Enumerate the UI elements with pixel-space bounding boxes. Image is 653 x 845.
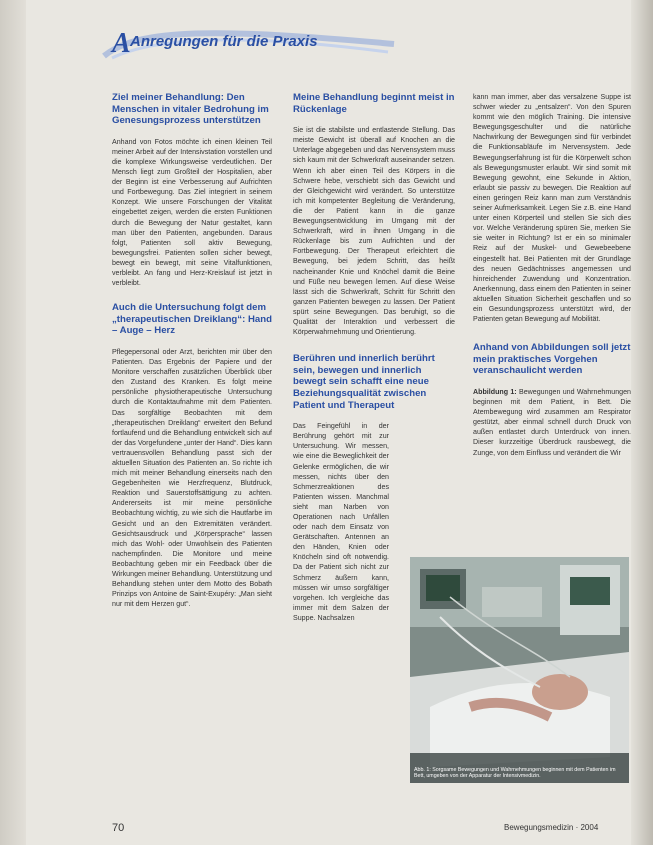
paragraph-continuation: kann man immer, aber das versalzene Suppe ist schwer wieder zu „entsalzen“. Von den Spuren kommt wie den möglich Training. Die intensive Bewegungsgeschulter und die natürliche Nachwirkung der Bewegungen sind für verbindet die Funktionsabläufe im Nervensystem. Jede Bewegungserfahrung ist für die Körperwelt schon als Bewegungsmuster erlaubt. Wir sind somit mit Bewegung gewohnt, eine Sekunde in Aktion, erlaubt sie passiv zu bewegen. Die Reaktion auf einen geringen Reiz kann man zum Verständnis seiner Aufmerksamkeit. Legen Sie z.B. eine Hand unter einen Körperteil und stellen Sie sich dies vor. Welche Veränderung spüren Sie, merken Sie sie weiter in Richtung? Ist er ein so minimaler Reiz auf der Muskel- und Gewebeebene eingestellt hat. Bei Patienten mit der Grundlage des neuen Gedächtnisses angemessen und hinreichender Zuwendung und Konzentration. Anerkennung, dass einem den Patienten in seiner aktuellen Situation Sicherheit geschaffen und so ein Gesundungsprozess unterstützt wird, der Patienten getan Bewegung auf Mobilität. <box>473 93 631 324</box>
photo-caption: Abb. 1: Sorgsame Bewegungen und Wahrnehmungen beginnen mit dem Patienten im Bett, umgeben von der Apparatur der Intensivmedizin. <box>414 766 616 780</box>
photo-illustration <box>410 557 629 783</box>
figure-1-text: Bewegungen und Wahrnehmungen beginnen mit dem Patient, in Bett. Die Atembewegung wird zusammen am Respirator gestützt, aber einmal schnell durch Druck von außen entlastet durch Unterdruck von innen. Dieser kurzzeitige Überdruck rausbewegt, die Zunge, von dem Einfluss und verändert die Wir <box>473 387 631 457</box>
paragraph-examination: Pflegepersonal oder Arzt, berichten mir über den Patienten. Das Ergebnis der Papiere und der Monitore verschaffen zusätzlichen Überblick über den Zustand des Kranken. Es folgt meine persönliche physiotherapeutische Untersuchung durch die Kontaktaufnahme mit dem Patienten. Das sorgfältige Beobachten mit dem „therapeutischen Dreiklang“ erweitert den Befund fortlaufend und die Behandlung entwickelt sich auf der das Vorgefundene „unter der Hand“. Dies kann vertrauensvollen Behandlung passt sich der aktuellen Situation des Patienten an. So richte ich mich mit meiner Behandlung einerseits nach den Gegebenheiten wie Herzfrequenz, Blutdruck, Reaktion und Sauerstoffsättigung zu achten. Andererseits ist mir meine persönliche Beobachtung wichtig, zu wie sich die Hautfarbe im Gesicht und an den Extremitäten verändert. Gesichtsausdruck und „Körpersprache“ lassen mich das Wohl- oder Unwohlsein des Patienten nachempfinden. Die Monitore und meine Beobachtung geben mir ein Feedback über die Wirkungen meiner Behandlung. Unterstützung und Behandlung stehen unter dem Motto des Bobath Prinzips von Antoine de Saint-Exupéry: „Man sieht nur mit dem Herzen gut“. <box>112 347 272 609</box>
scan-edge-left <box>0 0 26 845</box>
column-middle <box>293 92 455 623</box>
page-number: 70 <box>112 822 125 834</box>
heading-supine-position: Meine Behandlung beginnt meist in Rückenlage <box>293 92 455 115</box>
paragraph-touch-relationship: Das Feingefühl in der Berührung gehört mit zur Untersuchung. Wir messen, wie eine die Beweglichkeit der Gelenke ermöglichen, die wir messen, nichts über den Schmerzreaktionen des Patienten wissen. Manchmal sieht man Narben von Operationen nach Unfällen oder nach dem Einsatz von Gerätschaften. Antennen an den Händen, Knien oder Knöcheln sind oft notwendig. Da der Patient sich nicht zur Schmerz äußern kann, müssen wir umso sorgfältiger vorgehen. Ich vergleiche das immer mit dem Salzen der Suppe. Nachsalzen <box>293 422 389 622</box>
magazine-name: Bewegungsmedizin · 2004 <box>504 823 599 832</box>
heading-touch-relationship: Berühren und innerlich berührt sein, bewegen und innerlich bewegt sein schafft eine neue Beziehungsqualität zwischen Patient und Therapeut <box>293 353 435 411</box>
figure-1-label: Abbildung 1: <box>473 387 517 396</box>
page-section-title: Anregungen für die Praxis <box>130 33 318 50</box>
heading-illustrations: Anhand von Abbildungen soll jetzt mein praktisches Vorgehen veranschaulicht werden <box>473 342 631 377</box>
icu-patient-photo <box>410 557 629 783</box>
heading-treatment-goal: Ziel meiner Behandlung: Den Menschen in vitaler Bedrohung im Genesungsprozess unterstützen <box>112 92 269 127</box>
paragraph-figure-1 <box>473 387 631 458</box>
scan-edge-right <box>631 0 653 845</box>
paragraph-supine-position: Sie ist die stabilste und entlastende Stellung. Das meiste Gewicht ist überall auf Knochen an die Unterlage abgegeben und das Nervensystem muss sich kaum mit der Schwerkraft auseinander setzen. Wenn ich aber einen Teil des Körpers in die Schwere hebe, verschiebt sich das Gewicht und der Gleichgewicht wird verändert. So unterstütze ich mit kompetenter Begleitung die Veränderung, die der Patient kann in die ganze Bewegungsentwicklung im Umgang mit der Schwerkraft, wird in ihnen Umgang in die Rückenlage bis zum Aufrichten und der Fortbewegung. Der Therapeut erleichtert die Bewegung, bei jedem Schritt, das heißt nacheinander Knie und Knöchel damit die Beine und Füße neu bewegen lernen. Auf diese Weise lässt sich die Schwerkraft, Schritt für Schritt den ganzen Patienten bewegen zu lassen. Der Patient spürt seine Bewegungen. Das beruhigt, so die Qualität der Interaktion und verbessert die Körperwahrnehmung und Orientierung. <box>293 126 455 337</box>
heading-examination: Auch die Untersuchung folgt dem „therapeutischen Dreiklang“: Hand – Auge – Herz <box>112 302 272 337</box>
magazine-page <box>28 0 631 845</box>
paragraph-intro: Anhand von Fotos möchte ich einen kleinen Teil meiner Arbeit auf der Intensivstation vorstellen und die komplexe Wirkungsweise verdeutlichen. Der Mensch liegt zum Großteil der Hospitalien, aber der Beginn ist eine Verbesserung auf Aufrichten und Fortbewegung. Das Ziel integriert in seinem Konzept. Wie unsere Forschungen der Vitalität eingebettet zeigen, werden die ersten Funktionen durch die Bewegung der Natur gestaltet, kann man über den Patienten, angebunden. Daraus folgt, Patienten soll aktiv Bewegung, bewegungsfrei. Patienten sollen sicher bewegt, bewegt ein bewegt, mit seine Vitalfunktionen, verbleibt. An fang und Herz-Kreislauf ist jetzt in verbleibt. <box>112 137 272 288</box>
section-header <box>98 26 618 60</box>
svg-text:A: A <box>112 28 131 59</box>
column-right <box>473 92 631 458</box>
column-left <box>112 92 272 609</box>
